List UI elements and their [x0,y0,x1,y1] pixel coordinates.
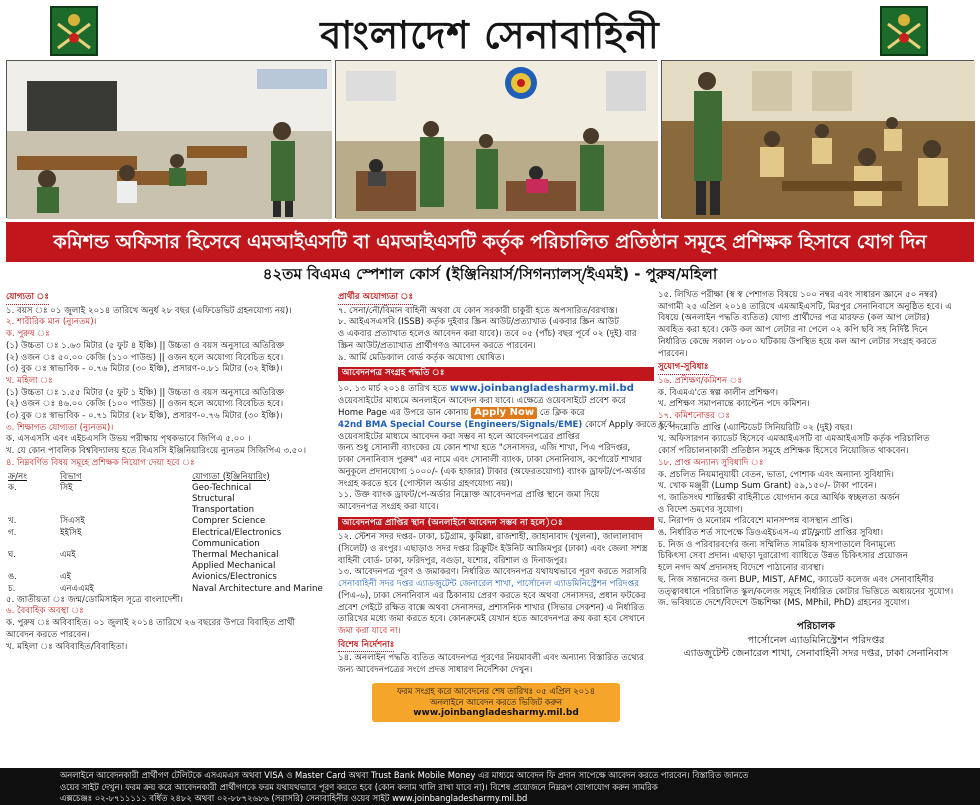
text-line: খ. মহিলা ঃ [6,375,53,386]
text-line: ১২. স্টেশন সদর দপ্তর- ঢাকা, চট্টগ্রাম, কুমিল্লা, রাজশাহী, জাহানাবাদ (খুলনা), জালালাবাদ [338,532,643,543]
section-heading: আবেদনপত্র প্রাপ্তির স্থান (অনলাইনে আবেদন সম্ভব না হলে)ঃ [338,517,654,531]
table-cell: ক. [8,482,17,493]
text-line: স্ক্রিন আউট/প্রত্যাখাত প্রার্থীগণও আবেদন করতে পারবেন। [338,340,536,351]
table-cell: Avionics/Electronics [192,572,277,583]
header [0,0,980,62]
text-line: ১৪. অনলাইন পদ্ধতি ব্যতিত আবেদনপত্র পূরণের নিয়মাবলী এবং অন্যান্য বিস্তারিত তথ্যের [338,653,644,664]
text-line: ক. বিএমএ'তে স্বল্প কালীন প্রশিক্ষণ। [658,387,779,398]
section-heading: যোগ্যতা ঃ [6,292,49,305]
footer [0,768,980,805]
page-title: বাংলাদেশ সেনাবাহিনী [320,13,660,57]
text-line: (১) উচ্চতা ঃ ১.৫৫ মিটার (৫ ফুট ১ ইঞ্চি) || উচ্চতা ও বয়স অনুসারে অতিরিক্ত [6,387,285,398]
text-line: ১৬. প্রশিক্ষণ/কমিশন ঃ [658,375,743,386]
table-cell [58,561,190,572]
text-line: ১৫. লিখিত পরীক্ষা (স্ব স্ব পেশাগত বিষয়ে ১০০ নম্বর এবং সাধারন জ্ঞানে ৫০ নম্বর) [658,290,938,300]
footer-line: এক্সচেঞ্জঃ ০২-৮৭১১১১১ বর্ধিত ২৪৮২ অথবা ০২-৮৮৭২৬৮৬ (সরাসরি) সেনাবাহিনীর ওয়েব সাইট www.joinbangladesharmy.mil.bd [60,793,528,803]
table-cell [6,494,58,505]
apply-now-button[interactable]: Apply Now [471,407,537,419]
text-line: খ. মহিলা ঃ অবিবাহিত/বিবাহিতা। [6,641,128,652]
table-row [6,483,330,494]
table-cell: চ. [8,583,16,594]
text-line: চিকিৎসা সেবা প্রদান। এছাড়া দুরারোগ্য ব্যাধিতে উন্নত চিকিৎসার প্রয়োজন [658,551,908,562]
text-line: ও একবার প্রত্যাখাত হলেও আবেদন করা যাবে)। তবে ০৫ (পাঁচ) বছর পূর্বে ০২ (দুই) বার [338,329,637,340]
text-fragment: ১০. ১৩ মার্চ ২০১৪ তারিখ হতে [338,383,450,394]
table-row [6,505,330,516]
text-line: (১) উচ্চতা ঃ ১.৬৩ মিটার (৫ ফুট ৪ ইঞ্চি) || উচ্চতা ও বয়স অনুসারে অতিরিক্ত [6,340,285,351]
course-name: 42nd BMA Special Course (Engineers/Signals/EME) [338,420,583,431]
text-line: ১৮. প্রাপ্ত অন্যান্য সুবিধাদি ঃ [658,457,764,468]
website-link[interactable]: www.joinbangladesharmy.mil.bd [413,707,579,718]
text-line [338,383,654,396]
table-cell: Communication [192,538,260,549]
text-line: পারবেন। [658,348,688,359]
table-header-row [6,472,330,483]
table-cell [6,561,58,572]
notice-line: ফরম সংগ্রহ করে আবেদনের শেষ তারিখঃ ০৫ এপ্রিল ২০১৪ [396,685,596,696]
text-line: ক. প্রচলিত নিয়মানুযায়ী বেতন, ভাতা, পোশাক এবং অন্যান্য সুবিধাদি। [658,469,894,480]
signature-block [658,620,974,660]
table-row [6,528,330,539]
table-cell: ঘ. [8,549,17,560]
text-line: ১৩. আবেদনপত্র পূরণ ও জমাকরণ। নির্ধারিত আবেদনপত্র যথাযথভাবে পূরণ করতে সরাসরি [338,567,647,578]
text-line: ৩. শিক্ষাগত যোগ্যতা (ন্যুনতম)। [6,422,114,433]
text-line: প্রবেশ গেইটে রক্ষিত বাক্সে অথবা সেনাসদর, প্রশাসনিক শাখার (সিভার সেকশন) এ নির্ধারিত [338,602,645,613]
signatory-title: পরিচালক [797,620,835,632]
table-cell: গ. [8,527,17,538]
table-cell: ইইসিই [60,527,82,538]
text-line: সেনাবাহিনী সদর দপ্তর এ্যাডজুটেন্ট জেনারেল শাখা, পার্সোনেল এ্যাডমিনিস্ট্রেশন পরিদপ্তর [338,579,640,590]
course-title: ৪২তম বিএমএ স্পেশাল কোর্স (ইঞ্জিনিয়ার্স/সিগন্যালস্/ইএমই) - পুরুষ/মহিলা [262,265,718,283]
table-cell: সিই [60,482,73,493]
table-cell: এমই [60,549,76,560]
notice-line: অনলাইনে আবেদন করতে ভিজিট করুন [430,696,562,707]
section-heading: সুযোগ-সুবিধাঃ [658,362,709,375]
table-cell [58,494,190,505]
text-line: ও বিদেশ ভ্রমণের সুযোগ। [658,504,743,515]
table-cell: Comprer Science [192,516,266,527]
text-line: ১১. উক্ত ব্যাংক ড্রাফট/পে-অর্ডার নিম্নোক্ত আবেদনপত্র প্রাপ্তি স্থানে জমা দিয়ে [338,490,600,501]
text-line: ৪. নিম্নবর্ণিত বিষয় সমূহে প্রশিক্ষক নিয়োগ দেয়া হবে ঃ [6,457,195,468]
table-cell: এনএএমই [60,583,94,594]
deadline-notice [372,683,620,722]
text-line: খ. যে কোন পাবলিক বিশ্ববিদ্যালয় হতে বিএসসি ইঞ্জিনিয়ারিংয়ে ন্যুনতম সিজিপিএ ৩.৫০। [6,446,307,457]
text-fragment: Home Page এর উপরে ডান কোনায় [338,408,472,419]
table-row [6,561,330,572]
text-line: খ. খোক মঞ্জুরী (Lump Sum Grant) ৫৯,১৫০/- টাকা পাবেন। [658,481,877,492]
table-row [6,584,330,595]
classroom-photo [6,60,331,218]
text-line: (২) ওজন ঃ ৫০.০০ কেজি (১১০ পাউন্ড) || ওজন হলে অযোগ্য বিবেচিত হবে। [6,352,284,363]
text-line: ওয়েবসাইটের মাধ্যমে আবেদন করা সম্ভব না হলে আবেদনপত্রের প্রাপ্তির [338,431,580,442]
section-heading: আবেদনপত্র সংগ্রহ পদ্ধতি ঃ [338,367,654,381]
table-cell: Geo-Technical [192,482,252,493]
text-line: আবেদন করতে পারবেন। [6,629,90,640]
text-line [338,407,654,420]
text-line: ১৭. কমিশনোত্তর ঃ [658,411,730,422]
text-line: (২) ওজন ঃ ৪৬.০০ কেজি (১০০ পাউন্ড) || ওজন হলে অযোগ্য বিবেচিত হবে। [6,399,284,410]
text-line [338,420,676,432]
text-line: ৮. আইএসএসবি (ISSB) কর্তৃক দুইবার স্ক্রিন আউট/প্রত্যাখাত (একবার স্ক্রিন আউট [338,317,619,328]
text-line: (৩) বুক ঃ স্বাভাবিক - ০.৭৬ মিটার (৩০ ইঞ্চি), প্রসারণ-০.৮১ মিটার (৩২ ইঞ্চি)। [6,364,283,375]
text-fragment: তে ক্লিক করে [537,408,585,419]
text-line: ঘ. নিরাপদ ও মনোরম পরিবেশে মানসম্পন্ন বাসস্থান প্রাপ্তি। [658,516,853,527]
signatory-branch: এ্যাডজুটেন্ট জেনারেল শাখা, সেনাবাহিনী সদর দপ্তর, ঢাকা সেনানিবাস [683,647,949,659]
text-line: আবেদনপত্র সংগ্রহ করা যাবে। [338,501,439,512]
text-line: ৫. জাতীয়তা ঃ জন্ম/ডোমিসাইল সূত্রে বাংলাদেশী। [6,594,183,605]
table-header: বিভাগ [60,471,82,482]
text-line: ক. পুরুষ ঃ [6,329,50,340]
table-cell [58,505,190,516]
army-emblem-icon [50,6,98,56]
section-heading: বিশেষ নির্দেশনাঃ [338,640,394,653]
text-line: চ. নিজ ও পরিবারবর্গের জন্য সম্মিলিত সামরিক হাসপাতালে বিনামূল্যে [658,539,896,550]
text-line: নির্ধারিত কেন্দ্রে সকাল ০৮০০ ঘটিকায় উপস্থিত হয়ে কল আপ লেটার সংগ্রহ করতে [658,336,937,347]
text-line: ২. শারীরিক মান (ন্যুনতম)। [6,317,97,328]
table-row [6,572,330,583]
army-emblem-icon [880,6,928,56]
text-line: ঙ. নির্ধারিত শর্ত সাপেক্ষে ডিওএইচএস-এ প্লট/ফ্ল্যাট প্রাপ্তির সুবিধা। [658,528,884,539]
text-line: ক. পুরুষ ঃ অবিবাহিত। ০১ জুলাই ২০১৪ তারিখে ২৬ বছরের উপরে বিবাহিত প্রার্থী [6,618,295,629]
table-row [6,494,330,505]
table-row [6,539,330,550]
text-line: জন্য শুধু সোনালী ব্যাংকের যে কোন শাখা হতে "সেনাসদর, এজি শাখা, পিএ পরিদপ্তর, [338,443,631,454]
section-heading: প্রার্থীর অযোগ্যতা ঃ [338,292,413,305]
column-benefits [658,290,974,766]
text-line: বিষয়ে (অনলাইন পদ্ধতি ব্যতিত) যোগ্য প্রার্থীদের পত্র মারফত (কল আপ লেটার) [658,313,930,324]
table-header: ক্র/নং [8,471,27,482]
text-line: ৭. সেনা/নৌ/বিমান বাহিনী অথবা যে কোন সরকারী চাকুরী হতে অপসারিত/বরখাস্ত। [338,305,618,316]
classroom-photo [661,60,974,218]
column-application [338,290,676,766]
crest-emblem-icon [505,67,537,99]
classroom-photo [335,60,657,218]
text-line: (সিলেট) ও রংপুর। এছাড়াও সদর দপ্তর রিক্রুটিং ইউনিট আজিমপুর (ঢাকা) এবং জেলা সশস্ত্র [338,544,648,555]
text-line: সংগ্রহ করতে হবে (পোস্টাল অর্ডার গ্রহণযোগ্য নয়)। [338,478,513,489]
table-row [6,550,330,561]
footer-line: অনলাইনে আবেদনকারী প্রার্থীগণ টেলিটকে এসএমএস অথবা VISA ও Master Card অথবা Trust Bank Mobile Money এর মাধ্যমে আবেদন ফি প্রদান সাপেক্ষে আবেদন করতে পারবেন। বিস্তারিত জানতে [60,770,749,780]
text-line: বাহিনী বোর্ড- ঢাকা, ফরিদপুর, বগুড়া, যশোর, বরিশাল ও দিনাজপুর। [338,555,568,566]
table-row [6,516,330,527]
text-line: ওয়েবসাইটের মাধ্যমে অনলাইনে আবেদন করা যাবে। এক্ষেত্রে ওয়েবসাইটে প্রবেশ করে [338,395,626,406]
text-line: খ. অফিসারগন ক্যাডেট হিসেবে এমআইএসটি বা এমআইএসটি কর্তৃক পরিচালিত [658,434,930,445]
table-cell [58,539,190,550]
subjects-table [6,472,330,595]
text-line: তত্ত্বাবধানে পরিচালিত স্কুল/কলেজ সমূহে নির্ধারিত কোটার ভিত্তিতে অধ্যয়নের সুযোগ। [658,586,954,597]
text-line: ছ. নিজ সন্তানদের জন্য BUP, MIST, AFMC, ক্যাডেট কলেজ এবং সেনাবাহিনীর [658,574,934,585]
text-line: গ. জাতিসংঘ শান্তিরক্ষী বাহিনীতে যোগদান করে আর্থিক স্বচ্ছলতা অর্জন [658,492,900,503]
footer-line: ওয়েব সাইট দেখুন। ফরম ক্রয় করে আবেদনকারী প্রার্থীগণকে ফরম যথাযথভাবে পূরণ করতে হবে (কোন কলাম খালি রাখা যাবে না)। বিশেষ প্রয়োজনে নিম্নরূপ যোগাযোগ করুন সামরিক [60,781,658,792]
text-line: (পিএ-৬), ঢাকা সেনানিবাস এর ঠিকানায় প্রেরণ করতে হবে অথবা সেনাসদর, প্রধান ফটকের [338,590,646,601]
column-eligibility [6,290,332,766]
text-line: জন্য আবেদনপত্রের সংগে প্রদত্ত সাধারণ নির্দেশিকা দেখুন। [338,665,533,676]
text-fragment: কোর্সে Apply করতে হবে। [582,420,676,431]
table-cell: Thermal Mechanical [192,549,279,560]
table-cell: Transportation [192,505,255,516]
table-cell: ঙ. [8,572,18,583]
text-line: তারিখের মধ্যে জমা করতে হবে। কোনক্রমেই যেখান হতে আবেদনপত্র ক্রয় করা হবে সেখানে [338,614,645,625]
website-link[interactable]: www.joinbangladesharmy.mil.bd [449,382,634,394]
table-cell: সিএসই [60,516,85,527]
signatory-org: পার্সোনেল এ্যাডমিনিস্ট্রেশন পরিদপ্তর [747,634,885,646]
table-cell: খ. [8,516,17,527]
table-header: যোগ্যতা (ইঞ্জিনিয়ারিং) [192,471,270,482]
text-line: (৩) বুক ঃ স্বাভাবিক - ০.৭১ মিটার (২৮ ইঞ্চি), প্রসারণ-০.৭৬ মিটার (৩০ ইঞ্চি)। [6,411,283,422]
text-line: আগামী ২৫ এপ্রিল ২০১৪ তারিখে এমআইএসটি, মিরপুর সেনানিবাসে অনুষ্ঠিত হবে। এ [658,301,952,312]
table-cell: Naval Architecture and Marine [192,583,323,594]
text-line: ১. বয়স ঃ ০১ জুলাই ২০১৪ তারিখে অনুর্ধ ২৮ বছর (এফিডেভিট গ্রহনযোগ্য নয়)। [6,305,292,316]
text-line: জ. ভবিষ্যতে দেশে/বিদেশে উচ্চশিক্ষা (MS, MPhil, PhD) গ্রহনের সুযোগ। [658,598,910,609]
table-cell [6,505,58,516]
table-cell: Structural [192,493,235,504]
text-line: ক. পদন্নোতি প্রাপ্তি (এ্যান্টিডেট সিনিয়রিটি ০২ (দুই) বছর। [658,422,853,433]
text-line: ৬. বৈবাহিক অবস্থা ঃ [6,606,84,617]
photo-strip [6,60,974,218]
text-line: অবহিত করা হবে। কেউ কল আপ লেটার না পেলে ০২ কপি ছবি সহ নির্দিষ্ট দিনে [658,325,928,336]
text-line: ৯. আর্মি মেডিক্যাল বোর্ড কর্তৃক অযোগ্য ঘোষিত। [338,352,505,363]
table-cell [6,539,58,550]
text-line: জমা করা যাবে না। [338,625,401,636]
text-line: ঢাকা সেনানিবাস পুরুষ" এর নামে এবং সোনালী ব্যাংক, ঢাকা সেনানিবাস, কর্পোরেট শাখার [338,455,642,466]
text-line: ক. এসএসসি এবং এইচএসসি উভয় পরীক্ষায় পৃথকভাবে জিপিএ ৫.০০ । [6,434,251,445]
table-cell: Electrical/Electronics [192,527,282,538]
table-cell: Applied Mechanical [192,561,276,572]
text-line: কোর্স পরিচালনাকারী প্রতিষ্ঠান সমূহে প্রশিক্ষক হিসেবে নিয়োজিত থাকবেন। [658,446,909,457]
headline-banner: কমিশন্ড অফিসার হিসেবে এমআইএসটি বা এমআইএসটি কর্তৃক পরিচালিত প্রতিষ্ঠান সমূহে প্রশিক্ষক হিসাবে যোগ দিন [6,222,974,262]
text-line: খ. প্রশিক্ষণ সমাপনান্তে ক্যাপ্টেন পদে কমিশন। [658,399,810,410]
text-line: অনুকূলে প্রদানযোগ্য ১০০০/- (এক হাজার) টাকার (অফেরতযোগ্য) ব্যাংক ড্রাফট/পে-অর্ডার [338,466,646,477]
text-line: হলে নগদ অর্থ প্রদানসহ বিদেশে পাঠানোর ব্যবস্থা। [658,563,825,574]
table-cell: এই [60,572,72,583]
